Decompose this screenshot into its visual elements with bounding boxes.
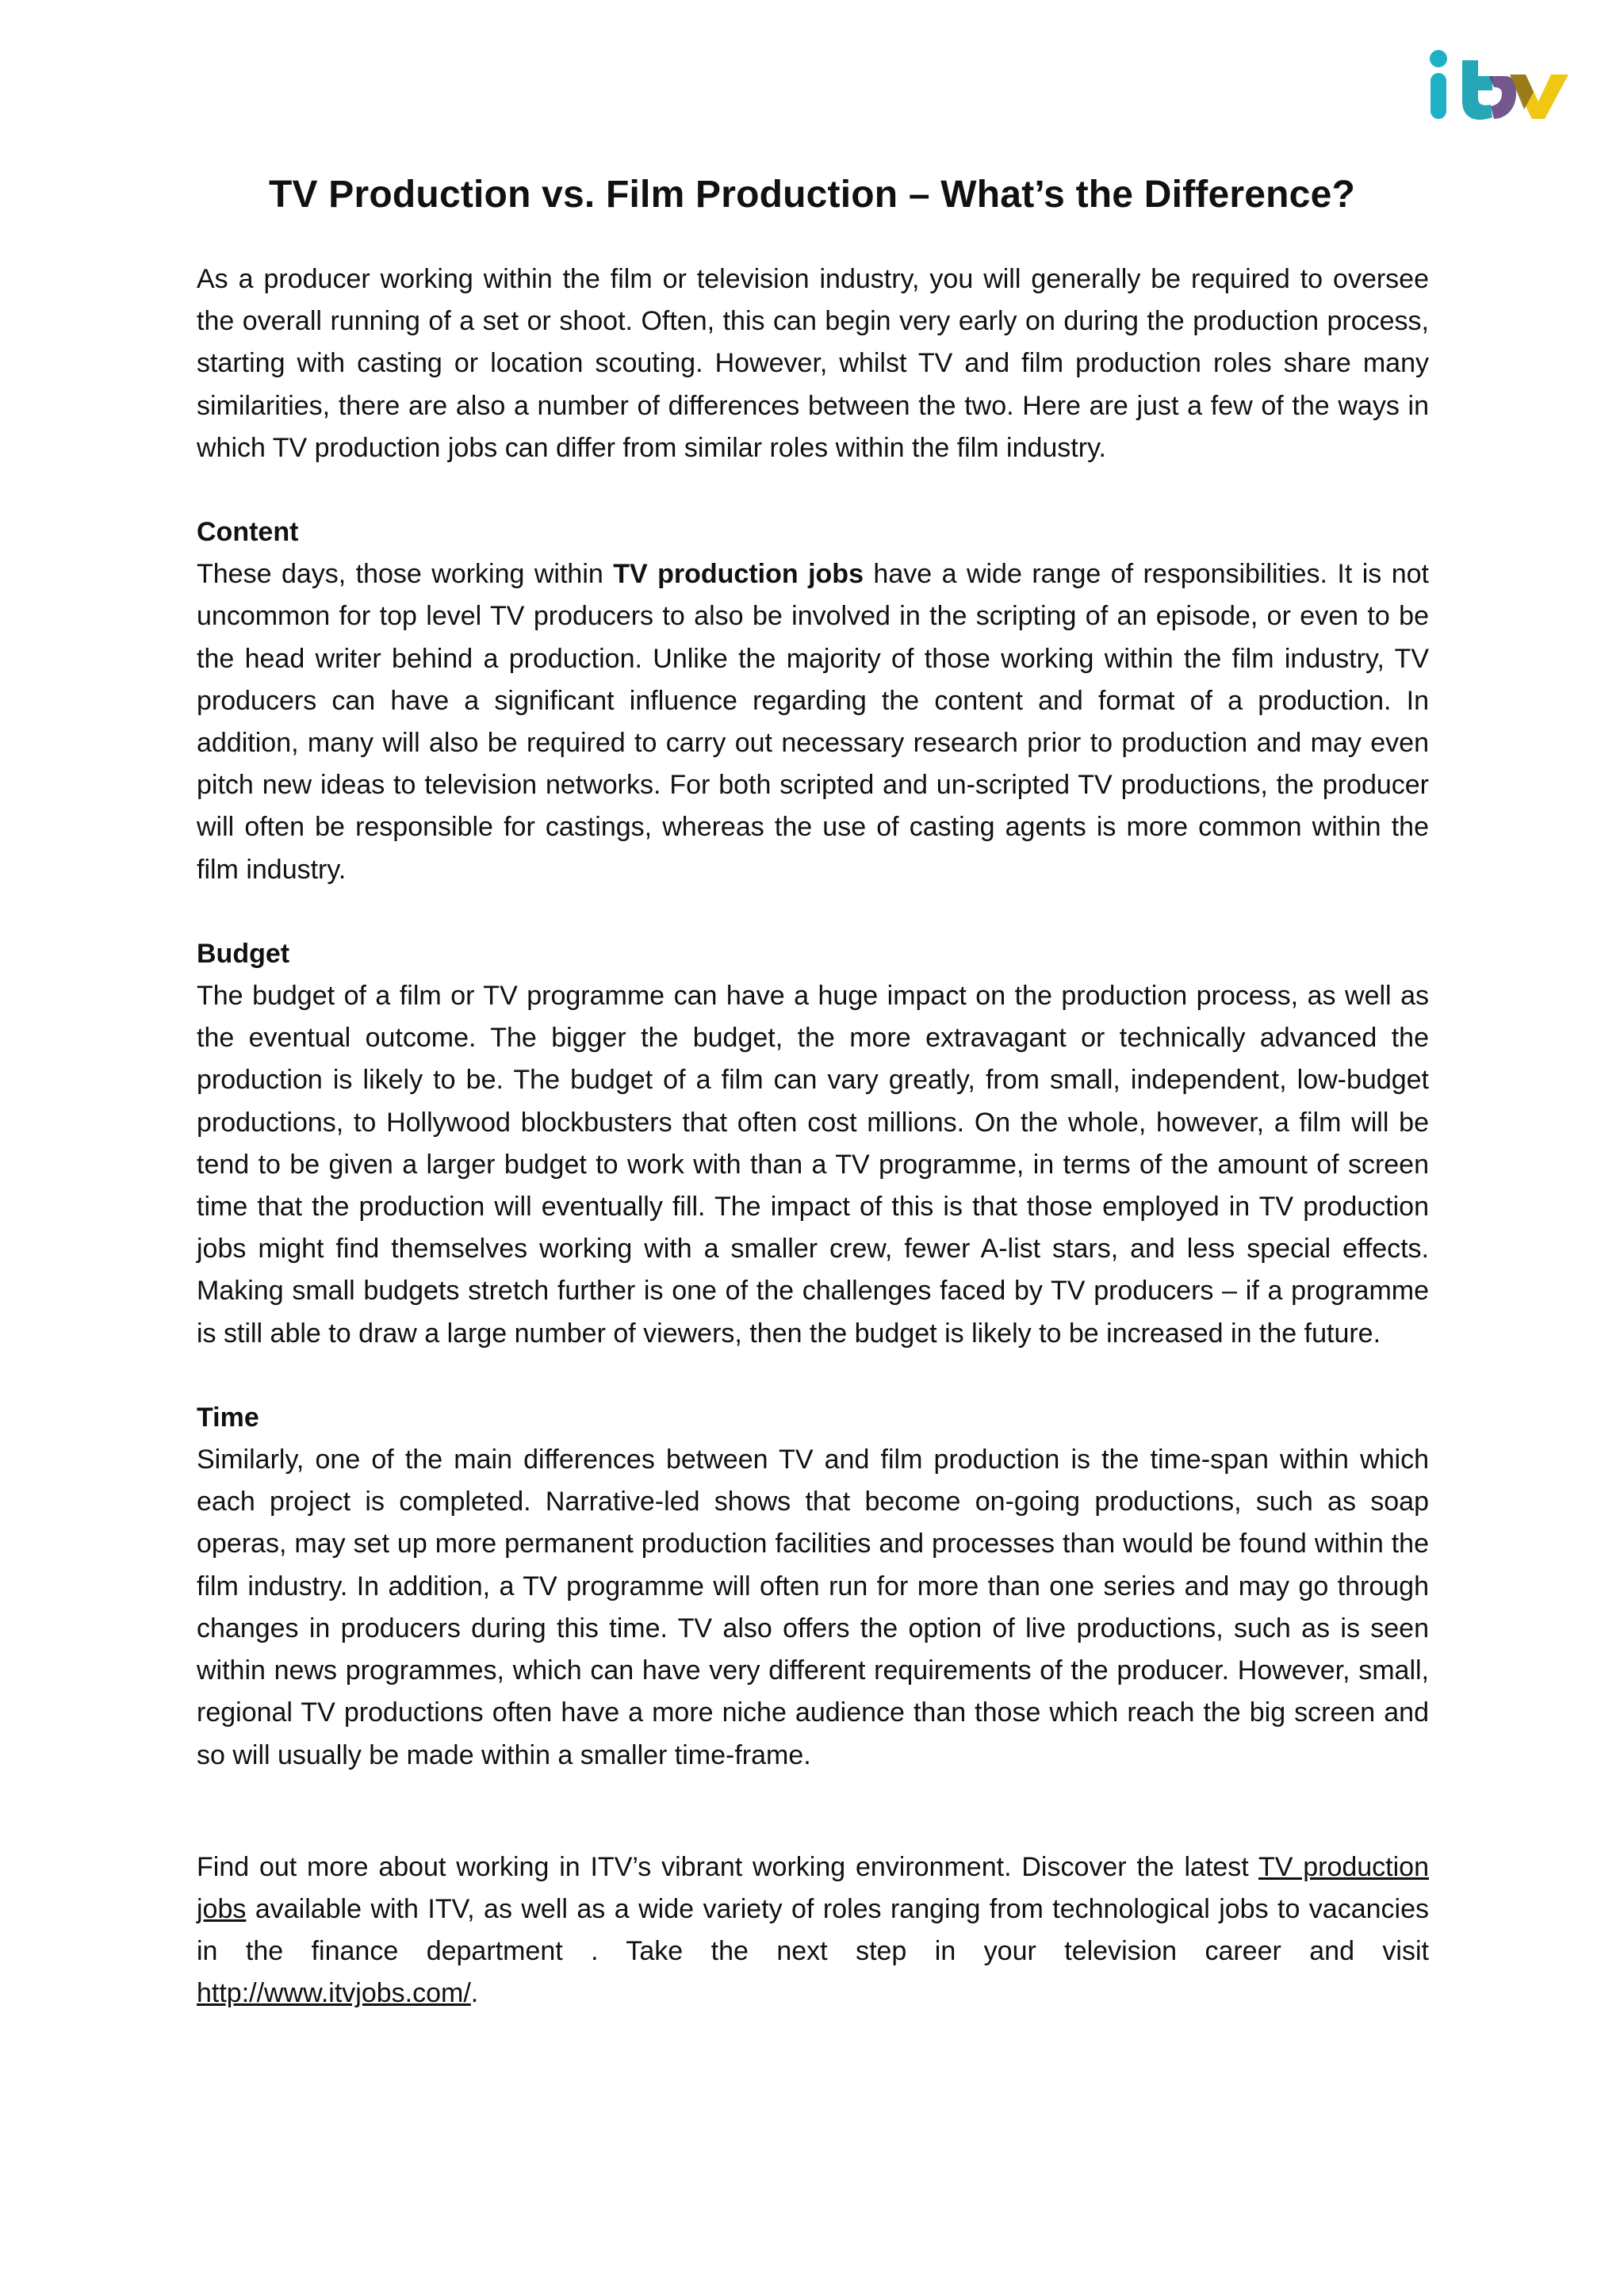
- section-heading-content: Content: [197, 517, 299, 548]
- section-heading-budget: Budget: [197, 938, 290, 969]
- footer-text-1: Find out more about working in ITV’s vibrant working environment. Discover the latest: [197, 1851, 1258, 1882]
- itv-logo: [1427, 49, 1570, 124]
- itv-logo-mark: [1427, 49, 1570, 124]
- logo-t-shape: [1462, 60, 1492, 120]
- section-time: [197, 1397, 1429, 1777]
- budget-paragraph: The budget of a film or TV programme can have a huge impact on the production process, as well as the eventual outcome. The bigger the budget, the more extravagant or technically advanced the production is likely to be. The budget of a film can vary greatly, from small, independent, low-budget productions, to Hollywood blockbusters that often cost millions. On the whole, however, a film will be tend to be given a larger budget to work with than a TV programme, in terms of the amount of screen time that the production will eventually fill. The impact of this is that those employed in TV production jobs might find themselves working with a smaller crew, fewer A-list stars, and less special effects. Making small budgets stretch further is one of the challenges faced by TV producers – if a programme is still able to draw a large number of viewers, then the budget is likely to be increased in the future.: [197, 981, 1429, 1349]
- content-rest: have a wide range of responsibilities. It is not uncommon for top level TV producers to also be involved in the scripting of an episode, or even to be the head writer behind a production. Unlike the majority of those working within the film industry, TV producers can have a significant influence regarding the content and format of a production. In addition, many will also be required to carry out necessary research prior to production and may even pitch new ideas to television networks. For both scripted and un-scripted TV productions, the producer will often be responsible for castings, whereas the use of casting agents is more common within the film industry.: [197, 559, 1429, 885]
- itvjobs-url-link[interactable]: http://www.itvjobs.com/: [197, 1978, 471, 2009]
- logo-i-stem: [1431, 73, 1446, 119]
- footer-text-2: available with ITV, as well as a wide variety of roles ranging from technological jobs to vacancies in the finance department . Take the next step in your television career and visit: [197, 1893, 1429, 1967]
- content-paragraph: [197, 553, 1429, 891]
- intro-paragraph: As a producer working within the film or television industry, you will generally be required to oversee the overall running of a set or shoot. Often, this can begin very early on during the production process, starting with casting or location scouting. However, whilst TV and film production roles share many similarities, there are also a number of differences between the two. Here are just a few of the ways in which TV production jobs can differ from similar roles within the film industry.: [197, 264, 1429, 463]
- page-title: TV Production vs. Film Production – What’s the Difference?: [269, 174, 1355, 216]
- tv-production-jobs-bold: TV production jobs: [613, 559, 864, 590]
- footer-paragraph: [197, 1846, 1429, 2015]
- document-body: [197, 258, 1429, 2015]
- section-content: [197, 511, 1429, 891]
- section-budget: [197, 933, 1429, 1355]
- footer-text-3: .: [470, 1978, 479, 2009]
- logo-i-dot: [1430, 50, 1447, 67]
- footer-section: [197, 1846, 1429, 2015]
- tv-production-jobs-link[interactable]: TV production jobs: [197, 1851, 1429, 1924]
- logo-t-overlap: [1489, 76, 1516, 119]
- section-heading-time: Time: [197, 1402, 259, 1433]
- content-lead: These days, those working within: [197, 559, 614, 590]
- time-paragraph: Similarly, one of the main differences between TV and film production is the time-span within which each project is completed. Narrative-led shows that become on-going productions, such as soap operas, may set up more permanent production facilities and processes than would be found within the film industry. In addition, a TV programme will often run for more than one series and may go through changes in producers during this time. TV also offers the option of live productions, such as is seen within news programmes, which can have very different requirements of the producer. However, small, regional TV productions often have a more niche audience than those which reach the big screen and so will usually be made within a smaller time-frame.: [197, 1445, 1429, 1770]
